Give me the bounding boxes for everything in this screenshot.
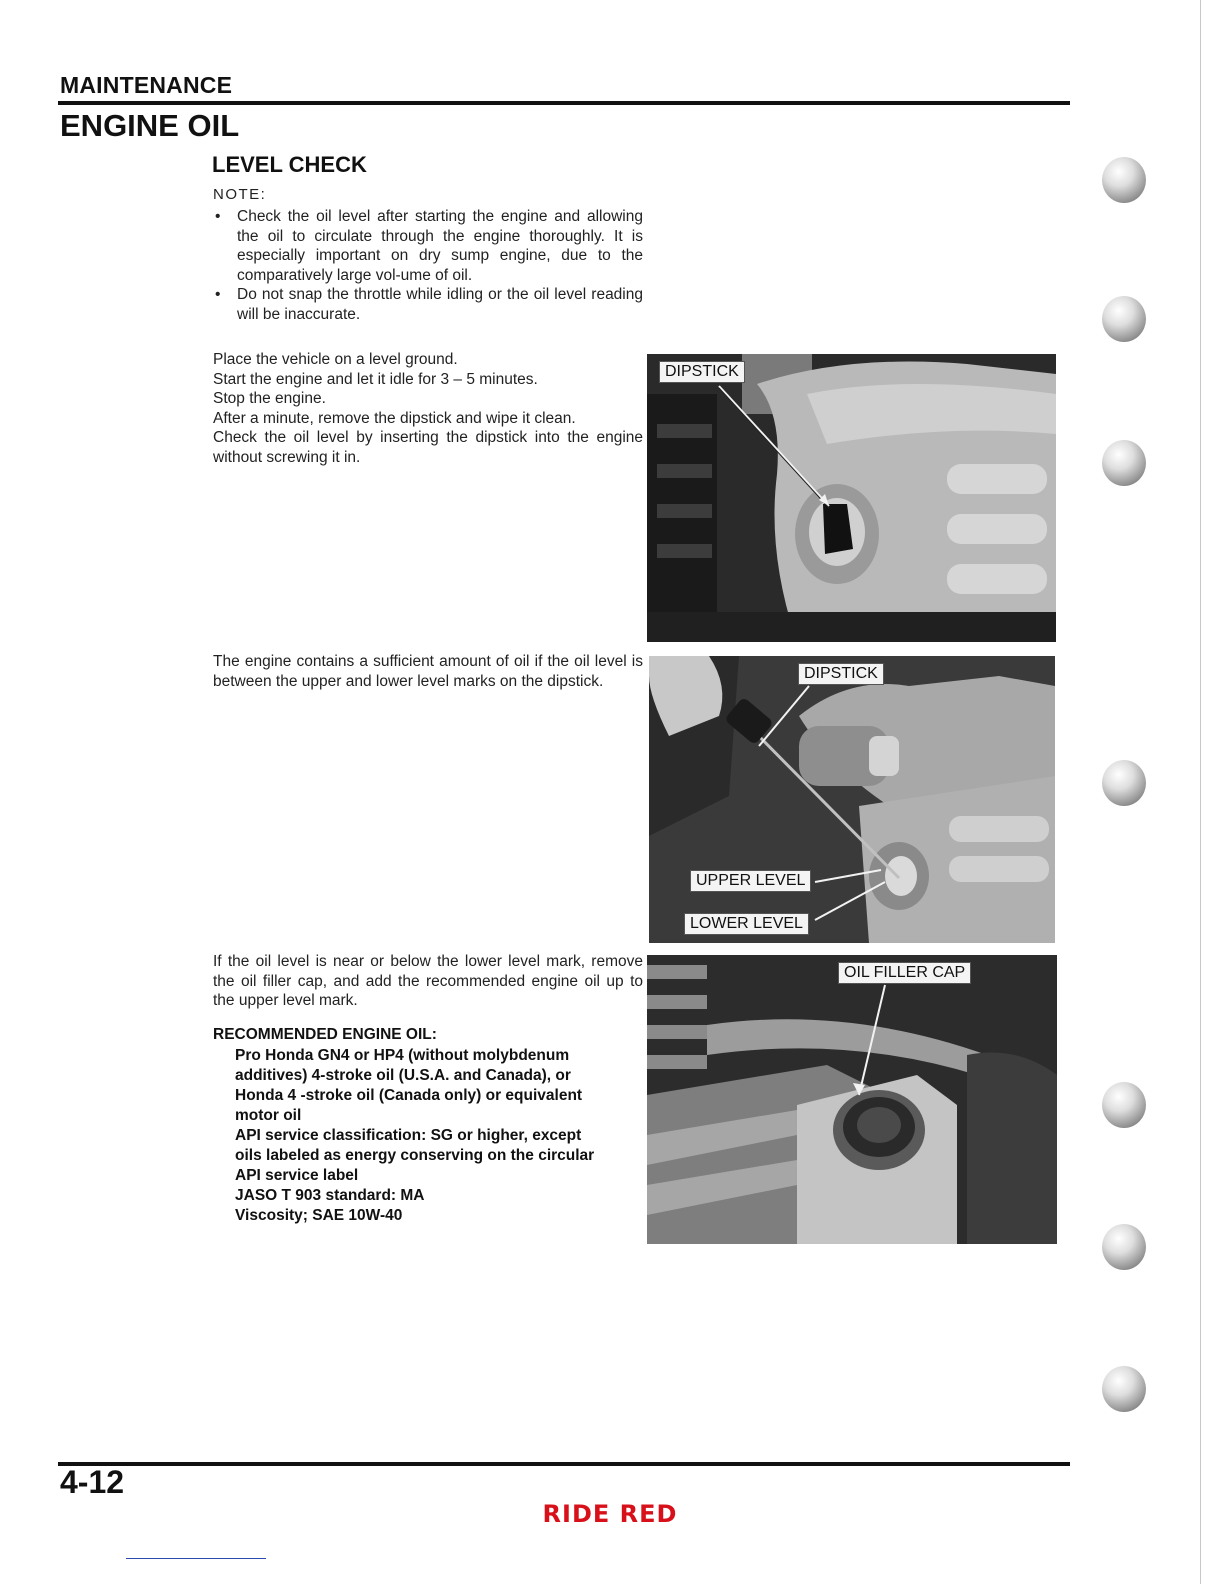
footer-rule (58, 1462, 1070, 1466)
step-text: After a minute, remove the dipstick and wipe it clean. (213, 409, 576, 427)
recommended-oil-heading: RECOMMENDED ENGINE OIL: (213, 1026, 437, 1043)
footer-brand: RIDE RED (542, 1500, 678, 1528)
low-oil-text (213, 952, 643, 1011)
spec-line: Honda 4 -stroke oil (Canada only) or equivalent (235, 1087, 583, 1104)
note-label: NOTE: (213, 186, 267, 203)
bullet-dot: • (215, 208, 221, 225)
note-bullet-text: Do not snap the throttle while idling or the oil level reading will be inaccurate. (237, 286, 643, 323)
binder-hole-dot (1102, 1366, 1146, 1412)
binder-hole-dot (1102, 1082, 1146, 1128)
filler-cap-photo-illustration (647, 955, 1057, 1244)
note-bullet (213, 285, 643, 324)
spec-line: oils labeled as energy conserving on the circular (235, 1147, 595, 1164)
spec-line: API service classification: SG or higher, except (235, 1127, 582, 1144)
dipstick-location-photo (647, 354, 1056, 642)
binder-hole-dot (1102, 760, 1146, 806)
step-text: Start the engine and let it idle for 3 – 5 minutes. (213, 370, 538, 388)
spec-line: motor oil (235, 1107, 302, 1124)
callout-lower-level: LOWER LEVEL (684, 913, 809, 935)
sufficient-oil-paragraph: The engine contains a sufficient amount of oil if the oil level is between the upper and lower level marks on the dipstick. (213, 653, 643, 690)
low-oil-paragraph: If the oil level is near or below the lower level mark, remove the oil filler cap, and add the recommended engine oil up to the upper level mark. (213, 953, 643, 1009)
spec-line: Pro Honda GN4 or HP4 (without molybdenum (235, 1047, 570, 1064)
page-number: 4-12 (60, 1464, 125, 1500)
page-edge-line (1200, 0, 1201, 1584)
procedure-steps (213, 350, 643, 467)
level-check-heading: LEVEL CHECK (212, 152, 367, 177)
callout-oil-filler-cap: OIL FILLER CAP (838, 962, 971, 984)
note-bullets (213, 207, 643, 324)
header-rule (58, 101, 1070, 105)
dipstick-photo-illustration (649, 656, 1055, 943)
binder-hole-dot (1102, 296, 1146, 342)
spec-line: API service label (235, 1167, 359, 1184)
page-title: ENGINE OIL (60, 108, 240, 143)
step-text: Stop the engine. (213, 390, 326, 407)
sufficient-oil-text (213, 652, 643, 691)
footer-underline (126, 1558, 266, 1559)
oil-filler-cap-photo (647, 955, 1057, 1244)
callout-dipstick: DIPSTICK (659, 361, 745, 383)
recommended-oil-spec (235, 1046, 645, 1226)
binder-hole-dot (1102, 440, 1146, 486)
note-bullet (213, 207, 643, 285)
section-label: MAINTENANCE (60, 72, 233, 98)
binder-hole-dot (1102, 1224, 1146, 1270)
step-text: Check the oil level by inserting the dipstick into the engine without screwing it in. (213, 429, 643, 466)
bullet-dot: • (215, 286, 221, 303)
spec-line: Viscosity; SAE 10W-40 (235, 1207, 403, 1224)
binder-hole-dot (1102, 157, 1146, 203)
spec-line: JASO T 903 standard: MA (235, 1187, 425, 1204)
callout-dipstick: DIPSTICK (798, 663, 884, 685)
spec-line: additives) 4-stroke oil (U.S.A. and Canada), or (235, 1067, 571, 1084)
callout-upper-level: UPPER LEVEL (690, 870, 811, 892)
dipstick-level-photo (649, 656, 1055, 943)
note-bullet-text: Check the oil level after starting the engine and allowing the oil to circulate through the engine thoroughly. It is especially important on dry sump engine, due to the comparatively large vol-ume of oil. (237, 208, 643, 284)
step-text: Place the vehicle on a level ground. (213, 351, 458, 368)
engine-photo-illustration (647, 354, 1056, 642)
